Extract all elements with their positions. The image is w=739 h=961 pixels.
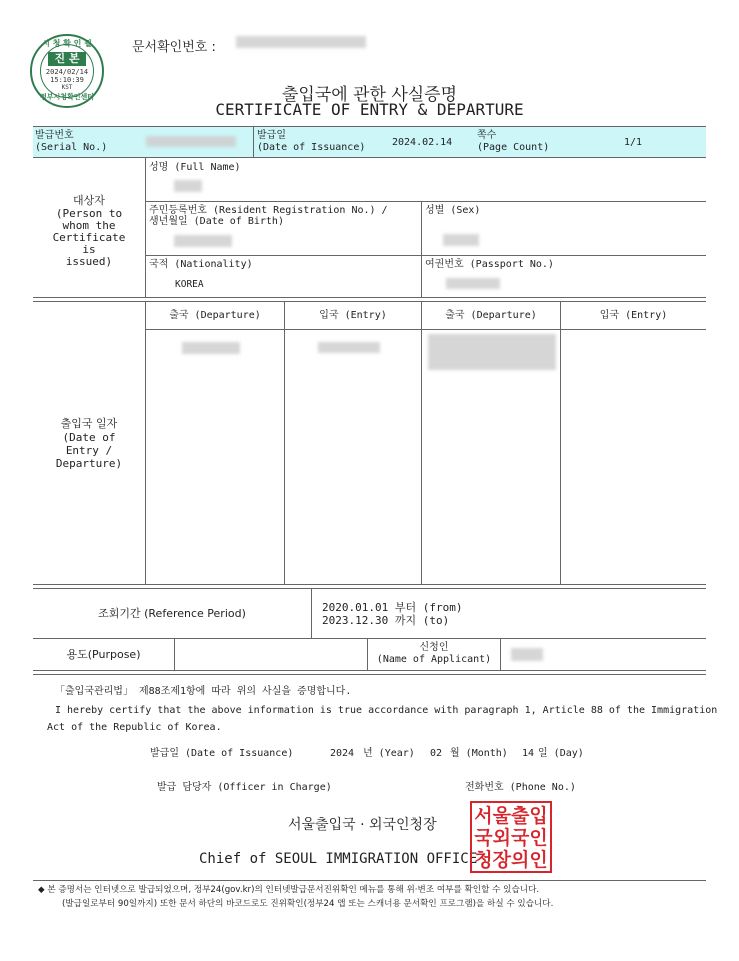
reference-period-label: 조회기간 (Reference Period) — [98, 607, 246, 620]
full-name-label: 성명 (Full Name) — [149, 162, 241, 173]
serial-label-kr: 발급번호 — [35, 130, 74, 141]
person-section-en-3: Certificate — [52, 231, 126, 244]
reference-to: 2023.12.30 까지 (to) — [322, 614, 450, 627]
person-section-kr: 대상자 — [73, 194, 105, 207]
purpose-label: 용도(Purpose) — [66, 648, 141, 661]
title-korean: 출입국에 관한 사실증명 — [281, 85, 458, 105]
applicant-label-kr: 신청인 — [419, 642, 449, 653]
seal-center-text: 진 본 — [48, 52, 86, 66]
departure-date-redacted-2 — [428, 334, 556, 370]
certify-english-2: Act of the Republic of Korea. — [47, 722, 222, 733]
official-seal-line-3: 청장의인 — [474, 849, 548, 871]
nationality-value: KOREA — [175, 279, 204, 290]
col-entry-2: 입국 (Entry) — [599, 310, 668, 321]
sex-redacted — [443, 234, 479, 246]
doc-number-label: 문서확인번호 : — [132, 40, 216, 55]
seal-time: 15:10:39 — [50, 76, 84, 84]
issuance-day-label: 일 (Day) — [538, 748, 584, 759]
official-seal-line-2: 국외국인 — [474, 827, 548, 849]
seal-tz: KST — [61, 84, 73, 91]
issuance-label-kr: 발급일 — [257, 130, 286, 141]
info-row — [33, 127, 706, 157]
footer-line-1: ◆ 본 증명서는 인터넷으로 발급되었으며, 정부24(gov.kr)의 인터넷발급문서진위확인 메뉴를 통해 위·변조 여부를 확인할 수 있습니다. — [38, 885, 540, 895]
doc-number-redacted — [236, 36, 366, 48]
col-departure-2: 출국 (Departure) — [445, 310, 537, 321]
travel-section-en-3: Departure) — [55, 457, 123, 470]
full-name-redacted — [174, 180, 202, 192]
issuance-day: 14 — [522, 748, 535, 759]
seal-top-text: 시 청 확 인 필 — [42, 39, 92, 48]
issuance-month: 02 — [430, 748, 443, 759]
phone-label: 전화번호 (Phone No.) — [465, 782, 576, 793]
person-section-en-1: (Person to — [55, 207, 123, 220]
page-value: 1/1 — [624, 137, 643, 148]
chief-korean: 서울출입국 · 외국인청장 — [288, 817, 437, 833]
applicant-label-en: (Name of Applicant) — [376, 654, 492, 665]
serial-redacted — [146, 136, 236, 147]
issuance-month-label: 월 (Month) — [450, 748, 508, 759]
nationality-label: 국적 (Nationality) — [149, 259, 253, 270]
travel-section-kr: 출입국 일자 — [60, 417, 118, 430]
official-seal — [470, 801, 552, 873]
chief-english: Chief of SEOUL IMMIGRATION OFFICE — [199, 851, 478, 867]
person-section-en-5: issued) — [65, 255, 113, 268]
certify-english-1: I hereby certify that the above information is true accordance with paragraph 1, Article 88 of the Immigration — [55, 705, 718, 716]
col-entry-1: 입국 (Entry) — [319, 310, 387, 321]
page-label-kr: 쪽수 — [477, 130, 497, 141]
issuance-year: 2024 — [330, 748, 355, 759]
person-section-en-2: whom the — [62, 219, 116, 232]
page-label-en: (Page Count) — [477, 142, 550, 153]
col-departure-1: 출국 (Departure) — [169, 310, 261, 321]
official-seal-line-1: 서울출입 — [474, 805, 548, 827]
travel-section-en-1: (Date of — [62, 431, 116, 444]
rrn-label-1: 주민등록번호 (Resident Registration No.) / — [149, 205, 388, 216]
issuance-date-label: 발급일 (Date of Issuance) — [150, 748, 294, 759]
seal-date: 2024/02/14 — [45, 68, 89, 76]
entry-date-redacted-1 — [318, 342, 380, 353]
issuance-label-en: (Date of Issuance) — [257, 142, 366, 153]
travel-section-en-2: Entry / — [65, 444, 113, 457]
rrn-redacted — [174, 235, 232, 247]
person-section-en-4: is — [82, 243, 96, 256]
title-english: CERTIFICATE OF ENTRY & DEPARTURE — [215, 100, 524, 119]
serial-label-en: (Serial No.) — [35, 142, 108, 153]
footer-line-2: (발급일로부터 90일까지) 또한 문서 하단의 바코드로도 진위확인(정부24 앱 또는 스캐너용 문서확인 프로그램)을 하실 수 있습니다. — [62, 899, 554, 909]
rrn-label-2: 생년월일 (Date of Birth) — [149, 216, 284, 227]
reference-from: 2020.01.01 부터 (from) — [322, 601, 463, 614]
passport-redacted — [446, 278, 500, 289]
officer-label: 발급 담당자 (Officer in Charge) — [157, 782, 332, 793]
applicant-redacted — [511, 648, 543, 661]
certify-korean: 「출입국관리법」 제88조제1항에 따라 위의 사실을 증명합니다. — [55, 686, 352, 697]
seal-bottom-text: 정부시청확인센터 — [39, 93, 95, 101]
departure-date-redacted-1 — [182, 342, 240, 354]
issuance-year-label: 년 (Year) — [363, 748, 415, 759]
issuance-value: 2024.02.14 — [392, 137, 453, 148]
sex-label: 성별 (Sex) — [425, 205, 481, 216]
passport-label: 여권번호 (Passport No.) — [425, 259, 554, 270]
